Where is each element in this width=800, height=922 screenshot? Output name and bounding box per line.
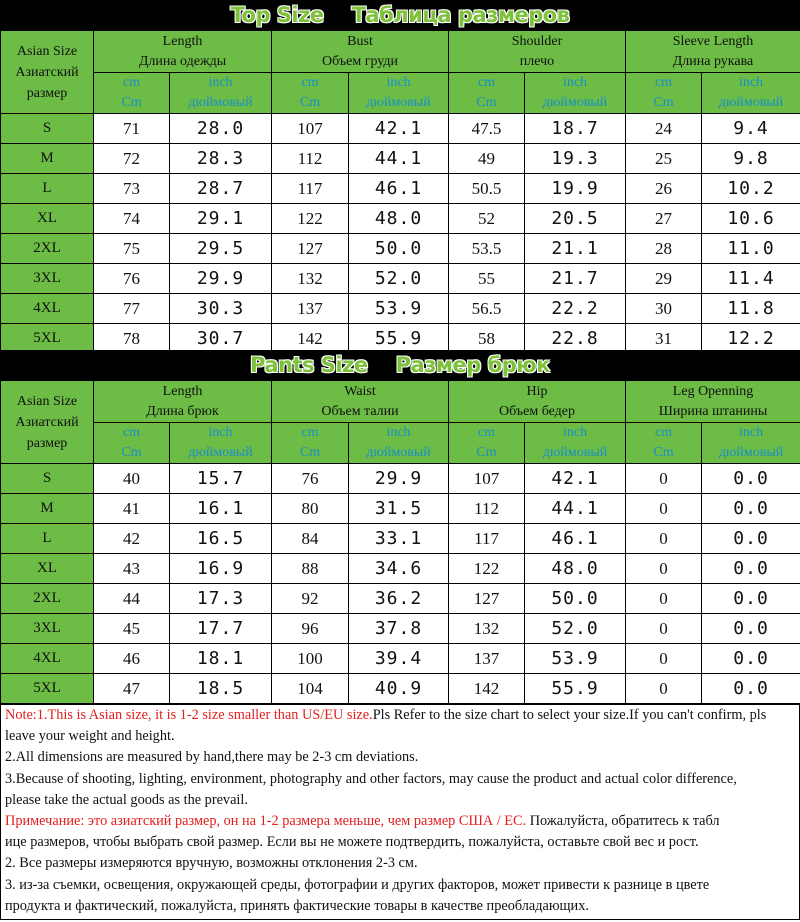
pants-group-ru-3: Ширина штанины	[658, 403, 768, 419]
pants-unit-cm-b-0: Cm	[121, 445, 142, 460]
top-unit-inch-2	[525, 73, 626, 114]
top-unit-cm-a-1: cm	[301, 75, 319, 90]
top-cm-value: 73	[94, 174, 170, 204]
top-inch-value: 22.8	[525, 324, 626, 354]
pants-inch-value: 0.0	[702, 674, 800, 704]
top-table-row	[1, 234, 800, 264]
pants-inch-value: 18.1	[170, 644, 272, 674]
top-cm-value: 127	[272, 234, 349, 264]
top-cm-value: 107	[272, 114, 349, 144]
pants-unit-inch-a-1: inch	[386, 425, 411, 440]
top-inch-value: 11.0	[702, 234, 800, 264]
pants-unit-inch-b-0: дюймовый	[188, 445, 253, 460]
top-cm-value: 56.5	[449, 294, 525, 324]
note-en-1	[5, 705, 795, 726]
top-table-row	[1, 174, 800, 204]
pants-cm-value: 45	[94, 614, 170, 644]
pants-size-label: S	[1, 464, 94, 494]
top-inch-value: 19.9	[525, 174, 626, 204]
top-table-row	[1, 294, 800, 324]
top-unit-cm-b-2: Cm	[476, 95, 497, 110]
top-cm-value: 122	[272, 204, 349, 234]
pants-inch-value: 18.5	[170, 674, 272, 704]
pants-asian-size-label-0: Asian Size	[16, 393, 78, 409]
top-cm-value: 58	[449, 324, 525, 354]
pants-unit-cm-0	[94, 423, 170, 464]
top-unit-cm-0	[94, 73, 170, 114]
top-group-ru-2: плечо	[519, 53, 555, 69]
top-group-ru-1: Объем груди	[322, 53, 398, 69]
top-unit-inch-b-2: дюймовый	[542, 95, 608, 110]
pants-cm-value: 88	[272, 554, 349, 584]
note-ru-3-cont: продукта и фактический, пожалуйста, принять фактические товары в качестве преобладающих.	[5, 897, 589, 914]
pants-table-row	[1, 554, 800, 584]
pants-size-label: 4XL	[1, 644, 94, 674]
pants-inch-value: 0.0	[702, 524, 800, 554]
pants-cm-value: 43	[94, 554, 170, 584]
pants-group-ru-0: Длина брюк	[146, 403, 219, 419]
top-cm-value: 71	[94, 114, 170, 144]
pants-unit-inch-a-0: inch	[208, 425, 233, 440]
top-group-ru-0: Длина одежды	[138, 53, 227, 69]
top-size-label: 2XL	[1, 234, 94, 264]
pants-inch-value: 34.6	[349, 554, 449, 584]
pants-inch-value: 0.0	[702, 614, 800, 644]
note-en-1-warning: Note:1.This is Asian size, it is 1-2 size smaller than US/EU size.	[5, 707, 373, 723]
pants-cm-value: 112	[449, 494, 525, 524]
top-unit-cm-1	[272, 73, 349, 114]
pants-unit-cm-1	[272, 423, 349, 464]
top-cm-value: 117	[272, 174, 349, 204]
pants-banner-ru: Размер брюк	[395, 353, 550, 377]
top-inch-value: 30.3	[170, 294, 272, 324]
top-unit-inch-a-3: inch	[738, 75, 764, 90]
pants-unit-inch-0	[170, 423, 272, 464]
top-size-label: S	[1, 114, 94, 144]
top-unit-cm-3	[626, 73, 702, 114]
pants-table-row	[1, 494, 800, 524]
pants-cm-value: 104	[272, 674, 349, 704]
top-size-table	[0, 30, 800, 354]
pants-table-row	[1, 524, 800, 554]
pants-inch-value: 40.9	[349, 674, 449, 704]
top-unit-inch-3	[702, 73, 800, 114]
top-table-row	[1, 144, 800, 174]
pants-inch-value: 0.0	[702, 644, 800, 674]
pants-inch-value: 16.1	[170, 494, 272, 524]
top-cm-value: 78	[94, 324, 170, 354]
pants-cm-value: 96	[272, 614, 349, 644]
top-inch-value: 9.4	[702, 114, 800, 144]
top-group-header-1	[272, 31, 449, 73]
top-cm-value: 137	[272, 294, 349, 324]
pants-table-row	[1, 644, 800, 674]
top-inch-value: 10.2	[702, 174, 800, 204]
pants-asian-size-label-2: размер	[26, 435, 68, 451]
pants-size-label: M	[1, 494, 94, 524]
note-en-1-text: Pls Refer to the size chart to select your size.If you can't confirm, pls	[372, 707, 767, 723]
pants-cm-value: 0	[626, 554, 702, 584]
top-inch-value: 10.6	[702, 204, 800, 234]
top-inch-value: 21.7	[525, 264, 626, 294]
pants-group-en-3: Leg Openning	[672, 383, 754, 399]
top-asian-size-header	[1, 31, 94, 114]
pants-banner-en: Pants Size	[250, 353, 368, 377]
pants-inch-value: 44.1	[525, 494, 626, 524]
top-unit-cm-a-3: cm	[654, 75, 673, 90]
top-unit-inch-a-2: inch	[562, 75, 588, 90]
note-ru-3: 3. из-за съемки, освещения, окружающей среды, фотографии и других факторов, может привести к разнице в цвете	[5, 876, 710, 893]
top-cm-value: 75	[94, 234, 170, 264]
pants-cm-value: 41	[94, 494, 170, 524]
top-inch-value: 53.9	[349, 294, 449, 324]
top-size-banner	[0, 0, 800, 30]
pants-inch-value: 17.7	[170, 614, 272, 644]
top-inch-value: 22.2	[525, 294, 626, 324]
pants-size-label: XL	[1, 554, 94, 584]
pants-inch-value: 42.1	[525, 464, 626, 494]
pants-size-label: 2XL	[1, 584, 94, 614]
top-unit-cm-b-0: Cm	[121, 95, 142, 110]
top-unit-inch-1	[349, 73, 449, 114]
top-unit-inch-b-0: дюймовый	[188, 95, 253, 110]
top-unit-inch-a-0: inch	[208, 75, 233, 90]
top-unit-cm-a-0: cm	[122, 75, 141, 90]
top-inch-value: 21.1	[525, 234, 626, 264]
top-cm-value: 47.5	[449, 114, 525, 144]
pants-inch-value: 16.5	[170, 524, 272, 554]
top-inch-value: 30.7	[170, 324, 272, 354]
pants-table-row	[1, 674, 800, 704]
top-unit-inch-b-1: дюймовый	[366, 95, 431, 110]
pants-cm-value: 46	[94, 644, 170, 674]
top-inch-value: 50.0	[349, 234, 449, 264]
top-cm-value: 55	[449, 264, 525, 294]
pants-group-header-2	[449, 381, 626, 423]
pants-inch-value: 55.9	[525, 674, 626, 704]
top-inch-value: 28.0	[170, 114, 272, 144]
pants-group-ru-2: Объем бедер	[499, 403, 576, 419]
pants-unit-inch-b-1: дюймовый	[366, 445, 431, 460]
top-cm-value: 50.5	[449, 174, 525, 204]
pants-cm-value: 92	[272, 584, 349, 614]
pants-inch-value: 52.0	[525, 614, 626, 644]
top-inch-value: 18.7	[525, 114, 626, 144]
top-unit-cm-2	[449, 73, 525, 114]
pants-unit-cm-b-3: Cm	[653, 445, 674, 460]
top-table-row	[1, 204, 800, 234]
top-unit-inch-b-3: дюймовый	[718, 95, 784, 110]
pants-unit-inch-b-2: дюймовый	[542, 445, 608, 460]
top-asian-size-label-2: размер	[26, 85, 68, 101]
pants-cm-value: 47	[94, 674, 170, 704]
top-cm-value: 72	[94, 144, 170, 174]
top-cm-value: 28	[626, 234, 702, 264]
top-inch-value: 42.1	[349, 114, 449, 144]
top-unit-cm-b-1: Cm	[299, 95, 321, 110]
note-en-3-cont: please take the actual goods as the prevail.	[5, 791, 248, 808]
pants-cm-value: 127	[449, 584, 525, 614]
top-inch-value: 29.5	[170, 234, 272, 264]
top-cm-value: 74	[94, 204, 170, 234]
note-ru-1-text: Пожалуйста, обратитесь к табл	[526, 813, 720, 830]
top-cm-value: 24	[626, 114, 702, 144]
pants-inch-value: 50.0	[525, 584, 626, 614]
top-cm-value: 25	[626, 144, 702, 174]
pants-inch-value: 36.2	[349, 584, 449, 614]
pants-unit-inch-3	[702, 423, 800, 464]
pants-cm-value: 0	[626, 494, 702, 524]
pants-cm-value: 142	[449, 674, 525, 704]
note-en-2: 2.All dimensions are measured by hand,there may be 2-3 cm deviations.	[5, 749, 419, 766]
top-inch-value: 11.4	[702, 264, 800, 294]
top-cm-value: 77	[94, 294, 170, 324]
top-inch-value: 52.0	[349, 264, 449, 294]
pants-group-en-1: Waist	[344, 383, 376, 399]
top-banner-ru: Таблица размеров	[351, 3, 570, 27]
pants-table-row	[1, 464, 800, 494]
top-group-en-1: Bust	[347, 33, 373, 49]
pants-cm-value: 0	[626, 464, 702, 494]
note-ru-1-warning: Примечание: это азиатский размер, он на 1-2 размера меньше, чем размер США / ЕС.	[5, 813, 527, 830]
top-inch-value: 28.3	[170, 144, 272, 174]
pants-group-en-0: Length	[162, 383, 203, 399]
pants-inch-value: 31.5	[349, 494, 449, 524]
top-size-label: L	[1, 174, 94, 204]
pants-size-label: 5XL	[1, 674, 94, 704]
pants-asian-size-header	[1, 381, 94, 464]
pants-unit-inch-2	[525, 423, 626, 464]
pants-unit-inch-a-2: inch	[562, 425, 588, 440]
pants-unit-cm-a-3: cm	[654, 425, 673, 440]
top-inch-value: 9.8	[702, 144, 800, 174]
top-group-en-3: Sleeve Length	[672, 33, 754, 49]
top-inch-value: 20.5	[525, 204, 626, 234]
top-group-ru-3: Длина рукава	[672, 53, 754, 69]
top-inch-value: 19.3	[525, 144, 626, 174]
top-inch-value: 29.1	[170, 204, 272, 234]
pants-unit-cm-b-2: Cm	[476, 445, 497, 460]
pants-cm-value: 0	[626, 614, 702, 644]
pants-group-en-2: Hip	[526, 383, 548, 399]
pants-cm-value: 107	[449, 464, 525, 494]
pants-inch-value: 0.0	[702, 464, 800, 494]
pants-unit-cm-a-1: cm	[301, 425, 319, 440]
pants-cm-value: 0	[626, 524, 702, 554]
top-table-row	[1, 324, 800, 354]
top-cm-value: 30	[626, 294, 702, 324]
note-ru-1	[5, 811, 795, 832]
pants-inch-value: 0.0	[702, 554, 800, 584]
top-asian-size-label-0: Asian Size	[16, 43, 78, 59]
top-inch-value: 29.9	[170, 264, 272, 294]
pants-cm-value: 117	[449, 524, 525, 554]
pants-unit-inch-b-3: дюймовый	[718, 445, 784, 460]
pants-inch-value: 33.1	[349, 524, 449, 554]
pants-inch-value: 0.0	[702, 584, 800, 614]
top-group-header-2	[449, 31, 626, 73]
top-unit-inch-0	[170, 73, 272, 114]
pants-unit-cm-2	[449, 423, 525, 464]
top-size-label: M	[1, 144, 94, 174]
top-cm-value: 53.5	[449, 234, 525, 264]
top-inch-value: 48.0	[349, 204, 449, 234]
top-inch-value: 46.1	[349, 174, 449, 204]
pants-cm-value: 0	[626, 584, 702, 614]
pants-table-row	[1, 614, 800, 644]
pants-unit-cm-a-2: cm	[477, 425, 496, 440]
pants-cm-value: 100	[272, 644, 349, 674]
pants-group-header-1	[272, 381, 449, 423]
pants-unit-cm-a-0: cm	[122, 425, 141, 440]
top-cm-value: 31	[626, 324, 702, 354]
top-size-label: XL	[1, 204, 94, 234]
top-group-header-0	[94, 31, 272, 73]
pants-cm-value: 42	[94, 524, 170, 554]
pants-unit-inch-a-3: inch	[738, 425, 764, 440]
pants-table-row	[1, 584, 800, 614]
pants-cm-value: 44	[94, 584, 170, 614]
pants-inch-value: 0.0	[702, 494, 800, 524]
pants-inch-value: 46.1	[525, 524, 626, 554]
note-en-1-cont: leave your weight and height.	[5, 728, 175, 745]
top-inch-value: 44.1	[349, 144, 449, 174]
top-unit-cm-a-2: cm	[477, 75, 496, 90]
top-size-label: 5XL	[1, 324, 94, 354]
note-ru-2: 2. Все размеры измеряются вручную, возможны отклонения 2-3 см.	[5, 855, 418, 872]
pants-asian-size-label-1: Азиатский	[15, 414, 79, 430]
top-table-row	[1, 114, 800, 144]
pants-size-table	[0, 380, 800, 704]
top-cm-value: 27	[626, 204, 702, 234]
top-cm-value: 142	[272, 324, 349, 354]
top-cm-value: 132	[272, 264, 349, 294]
top-inch-value: 28.7	[170, 174, 272, 204]
pants-cm-value: 0	[626, 674, 702, 704]
top-unit-inch-a-1: inch	[386, 75, 411, 90]
top-group-en-0: Length	[162, 33, 203, 49]
top-group-en-2: Shoulder	[511, 33, 563, 49]
pants-inch-value: 53.9	[525, 644, 626, 674]
pants-unit-cm-b-1: Cm	[299, 445, 321, 460]
pants-cm-value: 40	[94, 464, 170, 494]
pants-unit-inch-1	[349, 423, 449, 464]
pants-group-ru-1: Объем талии	[321, 403, 399, 419]
pants-inch-value: 39.4	[349, 644, 449, 674]
pants-inch-value: 29.9	[349, 464, 449, 494]
top-inch-value: 55.9	[349, 324, 449, 354]
top-cm-value: 112	[272, 144, 349, 174]
pants-inch-value: 15.7	[170, 464, 272, 494]
pants-cm-value: 84	[272, 524, 349, 554]
top-inch-value: 11.8	[702, 294, 800, 324]
top-asian-size-label-1: Азиатский	[15, 64, 79, 80]
top-inch-value: 12.2	[702, 324, 800, 354]
pants-inch-value: 17.3	[170, 584, 272, 614]
note-en-3: 3.Because of shooting, lighting, environment, photography and other factors, may cause the product and actual color difference,	[5, 770, 737, 787]
pants-size-label: L	[1, 524, 94, 554]
top-cm-value: 49	[449, 144, 525, 174]
pants-group-header-3	[626, 381, 800, 423]
top-group-header-3	[626, 31, 800, 73]
pants-inch-value: 37.8	[349, 614, 449, 644]
pants-cm-value: 80	[272, 494, 349, 524]
pants-group-header-0	[94, 381, 272, 423]
pants-cm-value: 137	[449, 644, 525, 674]
note-ru-1-cont: ице размеров, чтобы выбрать свой размер. Если вы не можете подтвердить, пожалуйста, оставьте свой вес и рост.	[5, 834, 699, 851]
pants-size-banner	[0, 350, 800, 380]
top-size-label: 3XL	[1, 264, 94, 294]
top-table-row	[1, 264, 800, 294]
pants-cm-value: 122	[449, 554, 525, 584]
top-cm-value: 52	[449, 204, 525, 234]
pants-inch-value: 16.9	[170, 554, 272, 584]
top-size-label: 4XL	[1, 294, 94, 324]
top-banner-en: Top Size	[230, 3, 324, 27]
pants-size-label: 3XL	[1, 614, 94, 644]
pants-cm-value: 76	[272, 464, 349, 494]
size-notes	[0, 704, 800, 920]
pants-cm-value: 132	[449, 614, 525, 644]
top-cm-value: 29	[626, 264, 702, 294]
pants-inch-value: 48.0	[525, 554, 626, 584]
top-unit-cm-b-3: Cm	[653, 95, 674, 110]
top-cm-value: 76	[94, 264, 170, 294]
pants-cm-value: 0	[626, 644, 702, 674]
pants-unit-cm-3	[626, 423, 702, 464]
top-cm-value: 26	[626, 174, 702, 204]
